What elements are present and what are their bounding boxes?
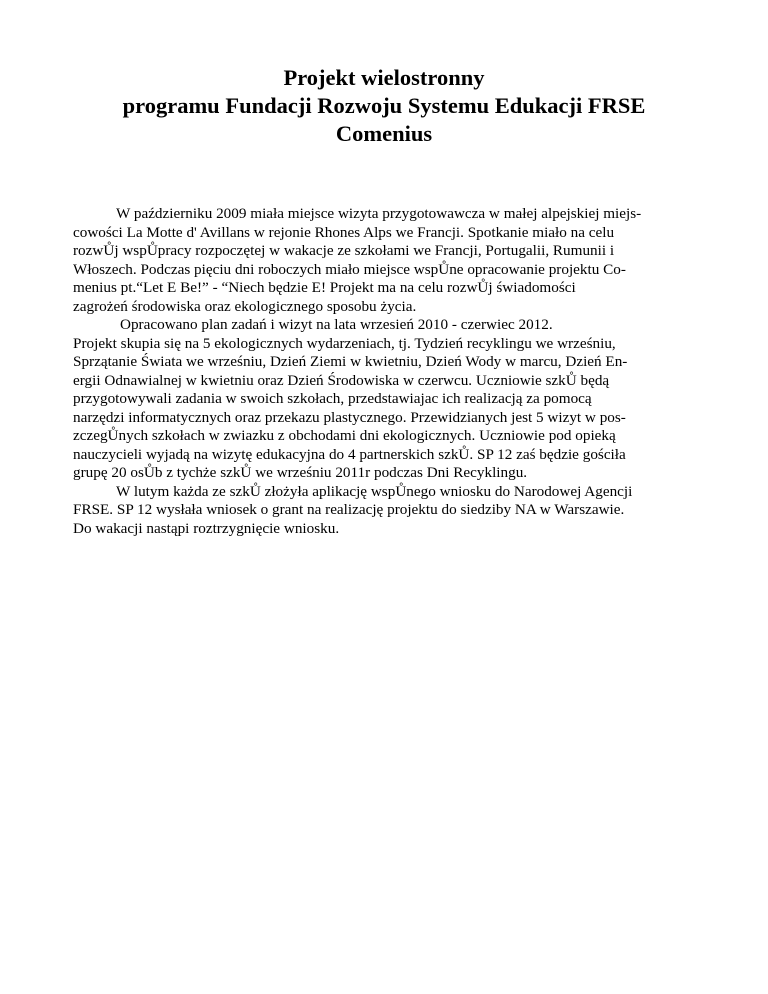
body-line: Do wakacji nastąpi roztrzygnięcie wniosku.	[73, 519, 340, 537]
body-line: menius pt.“Let E Be!” - “Niech będzie E! Projekt ma na celu rozwŮj świadomości	[73, 279, 576, 296]
body-line: ergii Odnawialnej w kwietniu oraz Dzień Środowiska w czerwcu. Uczniowie szkŮ będą	[73, 371, 610, 389]
body-line: Włoszech. Podczas pięciu dni roboczych miało miejsce wspŮne opracowanie projektu Co-	[73, 260, 626, 278]
title-line-1: Projekt wielostronny	[283, 65, 485, 90]
body-line: Opracowano plan zadań i wizyt na lata wrzesień 2010 - czerwiec 2012.	[120, 316, 553, 333]
body-line: narzędzi informatycznych oraz przekazu plastycznego. Przewidzianych jest 5 wizyt w pos-	[73, 408, 626, 426]
title-line-3: Comenius	[335, 121, 433, 146]
body-line: przygotowywali zadania w swoich szkołach, przedstawiajac ich realizacją za pomocą	[73, 390, 592, 407]
body-line: FRSE. SP 12 wysłała wniosek o grant na realizację projektu do siedziby NA w Warszawie.	[73, 501, 625, 518]
body-line: zagrożeń środowiska oraz ekologicznego sposobu życia.	[73, 297, 417, 315]
document-body	[73, 205, 713, 538]
body-line: W lutym każda ze szkŮ złożyła aplikację wspŮnego wniosku do Narodowej Agencji	[116, 482, 633, 500]
body-line: nauczycieli wyjadą na wizytę edukacyjna do 4 partnerskich szkŮ. SP 12 zaś będzie gościła	[73, 445, 626, 463]
body-line: cowości La Motte d' Avillans w rejonie Rhones Alps we Francji. Spotkanie miało na celu	[73, 223, 615, 241]
body-line: grupę 20 osŮb z tychże szkŮ we wrześniu 2011r podczas Dni Recyklingu.	[73, 464, 528, 481]
body-line: rozwŮj wspŮpracy rozpoczętej w wakacje ze szkołami we Francji, Portugalii, Rumunii i	[73, 242, 615, 259]
title-line-2: programu Fundacji Rozwoju Systemu Edukacji FRSE	[122, 93, 646, 118]
body-line: W październiku 2009 miała miejsce wizyta przygotowawcza w małej alpejskiej miejs-	[116, 205, 642, 222]
body-line: Projekt skupia się na 5 ekologicznych wydarzeniach, tj. Tydzień recyklingu we wrześniu,	[73, 334, 616, 352]
document-title	[0, 64, 768, 148]
body-line: Sprzątanie Świata we wrześniu, Dzień Ziemi w kwietniu, Dzień Wody w marcu, Dzień En-	[73, 353, 628, 370]
body-line: zczegŮnych szkołach w zwiazku z obchodami dni ekologicznych. Uczniowie pod opieką	[73, 427, 616, 444]
